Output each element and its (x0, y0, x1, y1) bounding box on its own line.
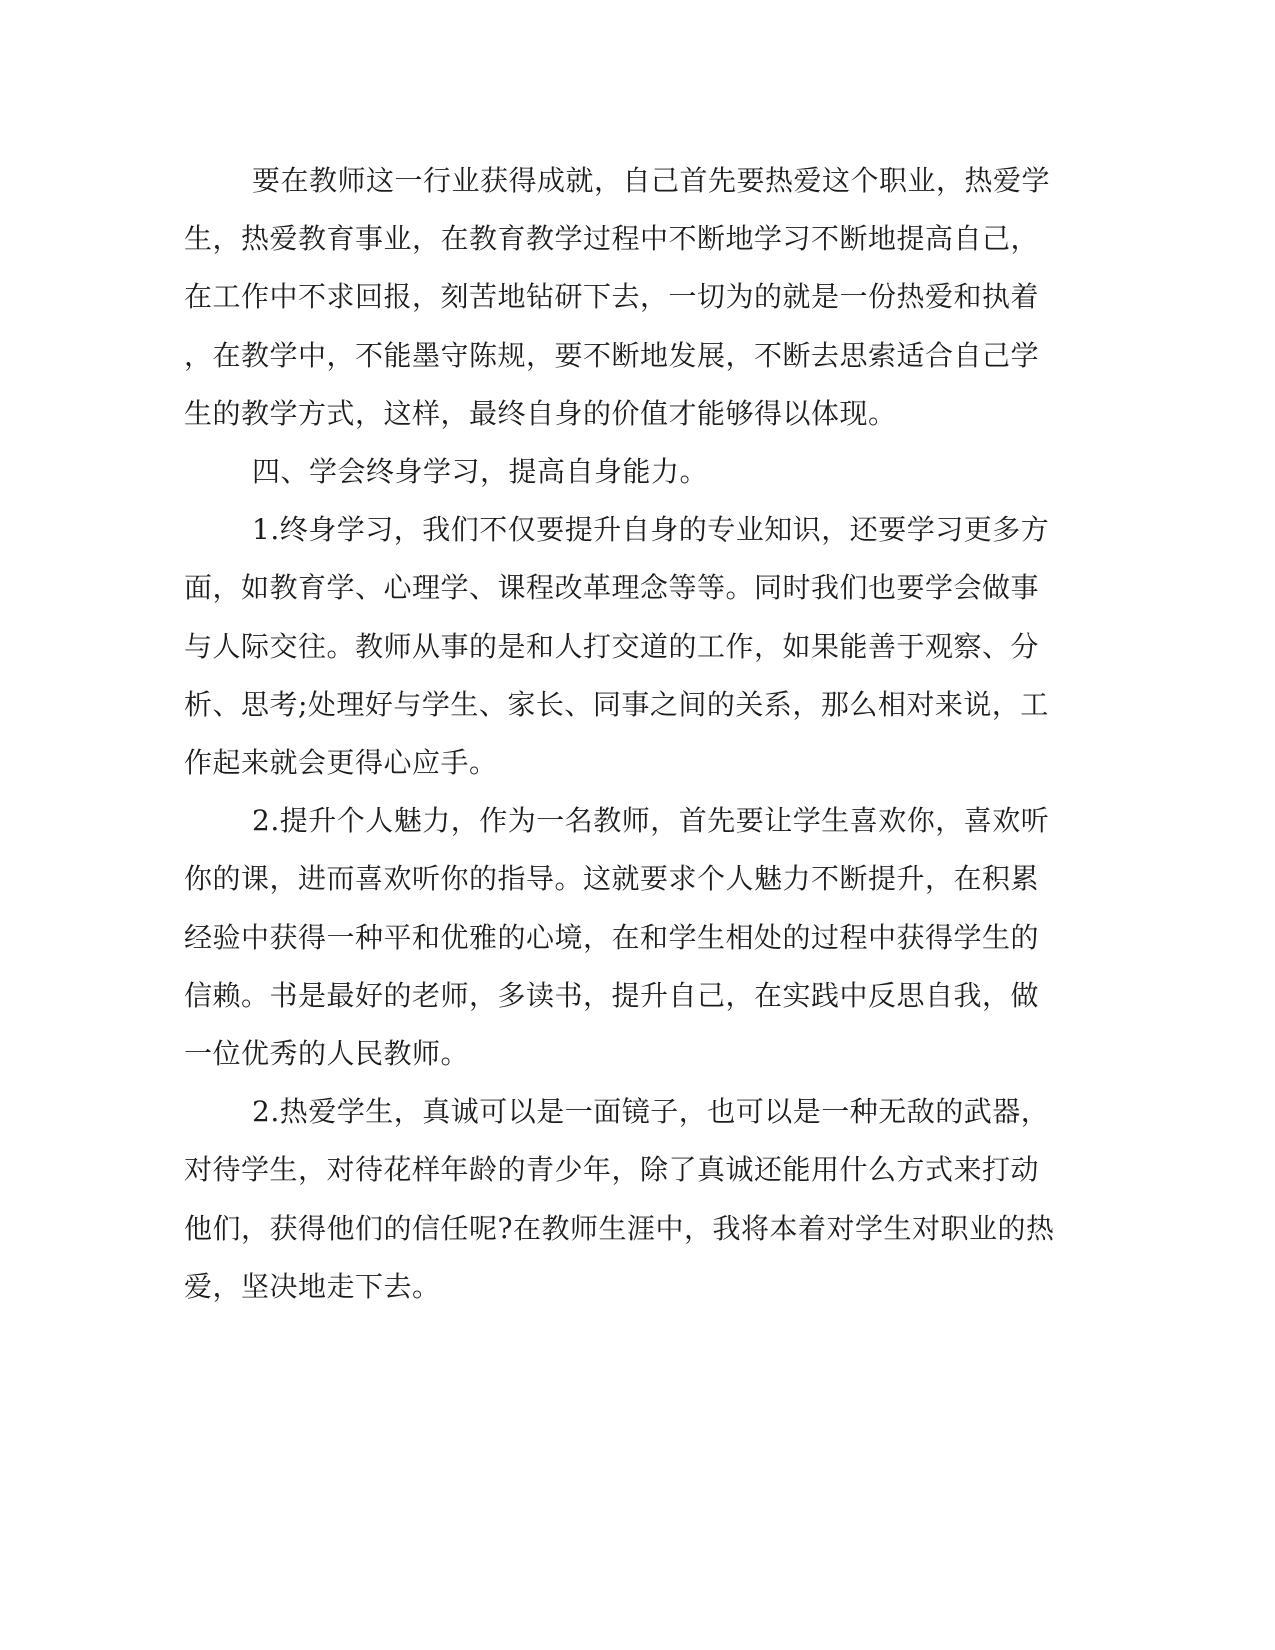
text-line: 生的教学方式，这样，最终自身的价值才能够得以体现。 (184, 396, 897, 430)
text-line: 面，如教育学、心理学、课程改革理念等等。同时我们也要学会做事 (184, 571, 1040, 605)
text-line: 与人际交往。教师从事的是和人打交道的工作，如果能善于观察、分 (184, 629, 1040, 663)
text-line: 你的课，进而喜欢听你的指导。这就要求个人魅力不断提升，在积累 (184, 862, 1040, 896)
text-line: 1.终身学习，我们不仅要提升自身的专业知识，还要学习更多方 (252, 513, 1050, 547)
text-line: 四、学会终身学习，提高自身能力。 (252, 455, 709, 489)
text-line: 2.提升个人魅力，作为一名教师，首先要让学生喜欢你，喜欢听 (252, 804, 1050, 838)
text-line: 生，热爱教育事业，在教育教学过程中不断地学习不断地提高自己， (184, 222, 1040, 256)
text-line: 信赖。书是最好的老师，多读书，提升自己，在实践中反思自我，做 (184, 978, 1040, 1012)
text-line: 他们，获得他们的信任呢?在教师生涯中，我将本着对学生对职业的热 (184, 1211, 1055, 1245)
text-line: 一位优秀的人民教师。 (184, 1037, 470, 1071)
text-line: 经验中获得一种平和优雅的心境，在和学生相处的过程中获得学生的 (184, 920, 1040, 954)
paragraph-3 (184, 501, 1050, 792)
text-line: ，在教学中，不能墨守陈规，要不断地发展，不断去思索适合自己学 (184, 338, 1040, 372)
paragraph-4 (184, 792, 1050, 1083)
text-line: 析、思考;处理好与学生、家长、同事之间的关系，那么相对来说，工 (184, 687, 1049, 721)
paragraph-5 (184, 1083, 1055, 1316)
paragraph-1 (184, 152, 1051, 443)
document-body (184, 152, 1055, 1316)
text-line: 要在教师这一行业获得成就，自己首先要热爱这个职业，热爱学 (252, 164, 1051, 197)
text-line: 爱，坚决地走下去。 (184, 1269, 441, 1303)
text-line: 对待学生，对待花样年龄的青少年，除了真诚还能用什么方式来打动 (184, 1153, 1040, 1187)
text-line: 在工作中不求回报，刻苦地钻研下去，一切为的就是一份热爱和执着 (184, 280, 1040, 314)
text-line: 2.热爱学生，真诚可以是一面镜子，也可以是一种无敌的武器， (252, 1095, 1050, 1129)
section-heading (184, 443, 1044, 501)
text-line: 作起来就会更得心应手。 (184, 746, 498, 780)
